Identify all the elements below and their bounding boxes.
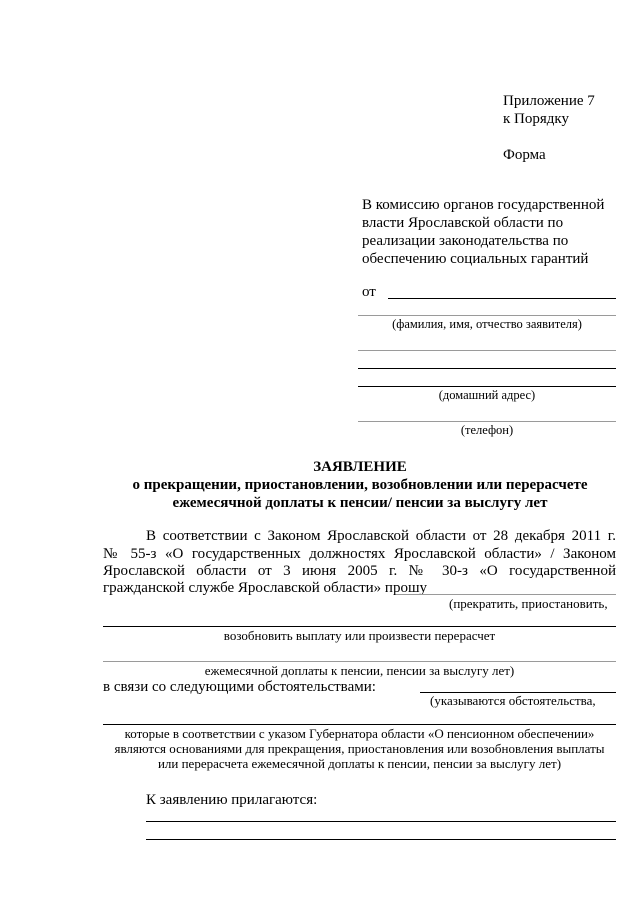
phone-caption: (телефон): [460, 423, 514, 437]
applicant-name-line: [388, 298, 616, 299]
addressee-line-1: В комиссию органов государственной: [362, 197, 605, 213]
body-line-2: № 55-з «О государственных должностях Ярославской области» / Законом: [103, 546, 616, 562]
circumstances-label: в связи со следующими обстоятельствами:: [103, 679, 376, 695]
appendix-number: Приложение 7: [503, 93, 595, 109]
circumstances-caption-2: которые в соответствии с указом Губернатора области «О пенсионном обеспечении»: [124, 726, 595, 741]
body-line-4: гражданской службе Ярославской области» прошу: [103, 580, 428, 596]
from-label: от: [362, 284, 376, 300]
phone-line: [358, 421, 616, 422]
request-line-2: [103, 626, 616, 627]
body-line-1: В соответствии с Законом Ярославской области от 28 декабря 2011 г.: [146, 528, 616, 544]
document-subtitle-2: ежемесячной доплаты к пенсии/ пенсии за выслугу лет: [172, 495, 548, 511]
attachments-line-2: [146, 839, 616, 840]
circumstances-caption-3: являются основаниями для прекращения, приостановления или возобновления выплаты: [114, 741, 605, 756]
address-caption: (домашний адрес): [438, 388, 536, 402]
addressee-line-2: власти Ярославской области по: [362, 215, 564, 231]
request-line-1: [396, 594, 616, 595]
addressee-line-3: реализации законодательства по: [362, 233, 569, 249]
circumstances-line-2: [103, 724, 616, 725]
attachments-line-1: [146, 821, 616, 822]
form-label: Форма: [503, 147, 546, 163]
request-line-3: [103, 661, 616, 662]
address-line-2: [358, 368, 616, 369]
name-caption: (фамилия, имя, отчество заявителя): [392, 317, 582, 331]
document-title: ЗАЯВЛЕНИЕ: [313, 459, 407, 475]
appendix-reference: к Порядку: [503, 111, 569, 127]
attachments-label: К заявлению прилагаются:: [146, 792, 318, 808]
address-line-3: [358, 386, 616, 387]
circumstances-caption-1: (указываются обстоятельства,: [430, 693, 596, 708]
request-caption-2: возобновить выплату или произвести перерасчет: [223, 628, 496, 643]
applicant-name-line-2: [358, 315, 616, 316]
addressee-line-4: обеспечению социальных гарантий: [362, 251, 589, 267]
circumstances-caption-4: или перерасчета ежемесячной доплаты к пенсии, пенсии за выслугу лет): [157, 756, 562, 771]
document-subtitle-1: о прекращении, приостановлении, возобновлении или перерасчете: [132, 477, 588, 493]
body-line-3: Ярославской области от 3 июня 2005 г. № 30-з «О государственной: [103, 563, 616, 579]
request-caption-3: ежемесячной доплаты к пенсии, пенсии за выслугу лет): [204, 663, 515, 678]
address-line-1: [358, 350, 616, 351]
request-caption-1: (прекратить, приостановить,: [449, 596, 608, 611]
